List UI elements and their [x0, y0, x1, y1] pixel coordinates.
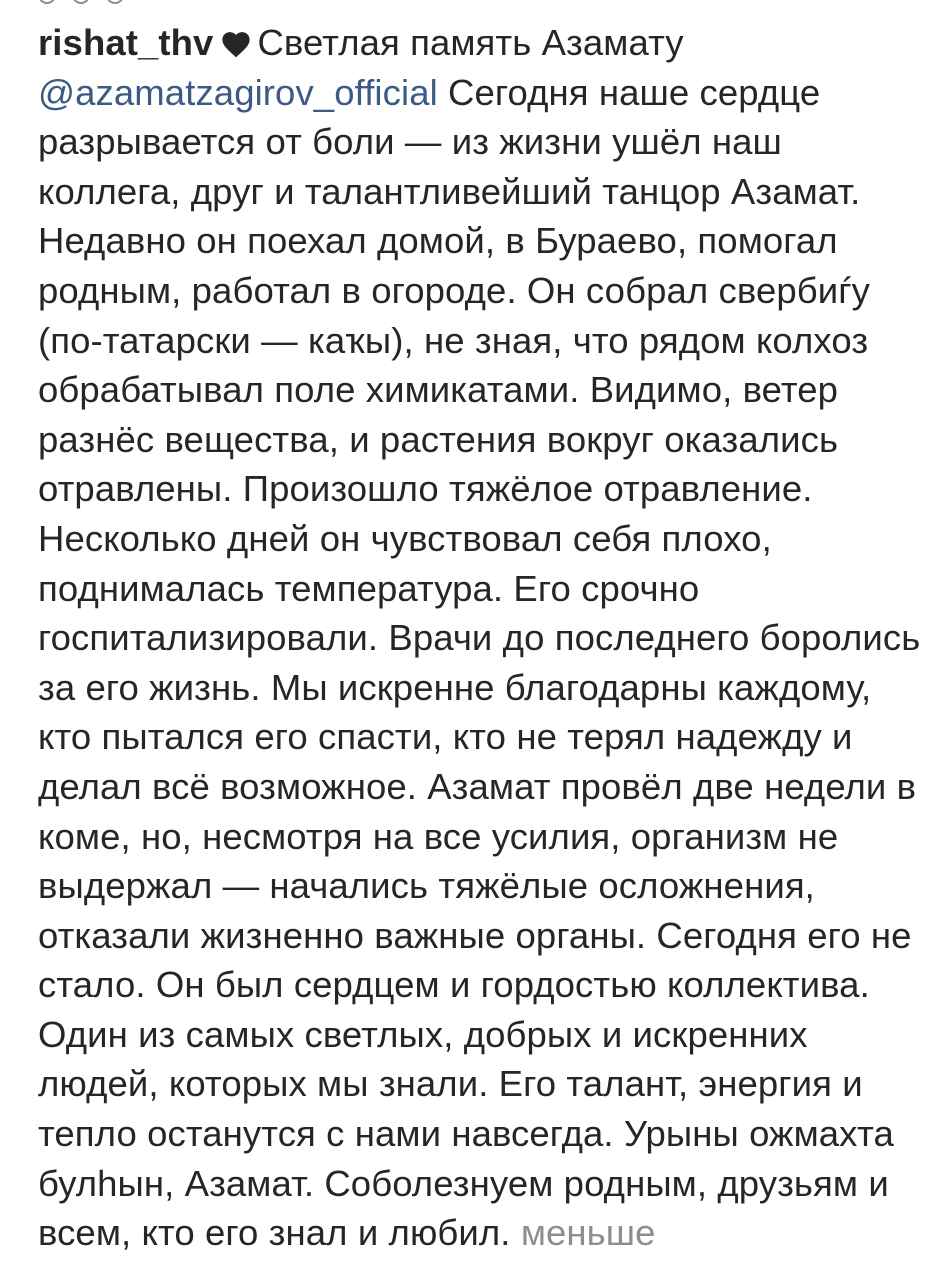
mention-link[interactable]: @azamatzagirov_official	[38, 71, 438, 113]
post-caption	[38, 18, 928, 1258]
caption-intro: Светлая память Азамату	[257, 22, 684, 63]
black-heart-icon	[219, 28, 253, 58]
dot-icon	[106, 0, 124, 4]
username-link[interactable]: rishat_thv	[38, 22, 214, 63]
dot-icon	[72, 0, 90, 4]
less-link[interactable]: меньше	[520, 1212, 656, 1254]
top-dots	[38, 0, 124, 4]
dot-icon	[38, 0, 56, 4]
caption-body: Сегодня наше сердце разрывается от боли — из жизни ушёл наш коллега, друг и талантливейший танцор Азамат. Недавно он поехал домой, в Бураево, помогал родным, работал в огороде. Он собрал свербиѓу (по-татарски — каҡы), не зная, что рядом колхоз обрабатывал поле химикатами. Видимо, ветер разнёс вещества, и растения вокруг оказались отравлены. Произошло тяжёлое отравление. Несколько дней он чувствовал себя плохо, поднималась температура. Его срочно госпитализировали. Врачи до последнего боролись за его жизнь. Мы искренне благодарны каждому, кто пытался его спасти, кто не терял надежду и делал всё возможное. Азамат провёл две недели в коме, но, несмотря на все усилия, организм не выдержал — начались тяжёлые осложнения, отказали жизненно важные органы. Сегодня его не стало. Он был сердцем и гордостью коллектива. Один из самых светлых, добрых и искренних людей, которых мы знали. Его талант, энергия и тепло останутся с нами навсегда. Урыны ожмахта булһын, Азамат. Соболезнуем родным, друзьям и всем, кто его знал и любил.	[38, 71, 921, 1254]
